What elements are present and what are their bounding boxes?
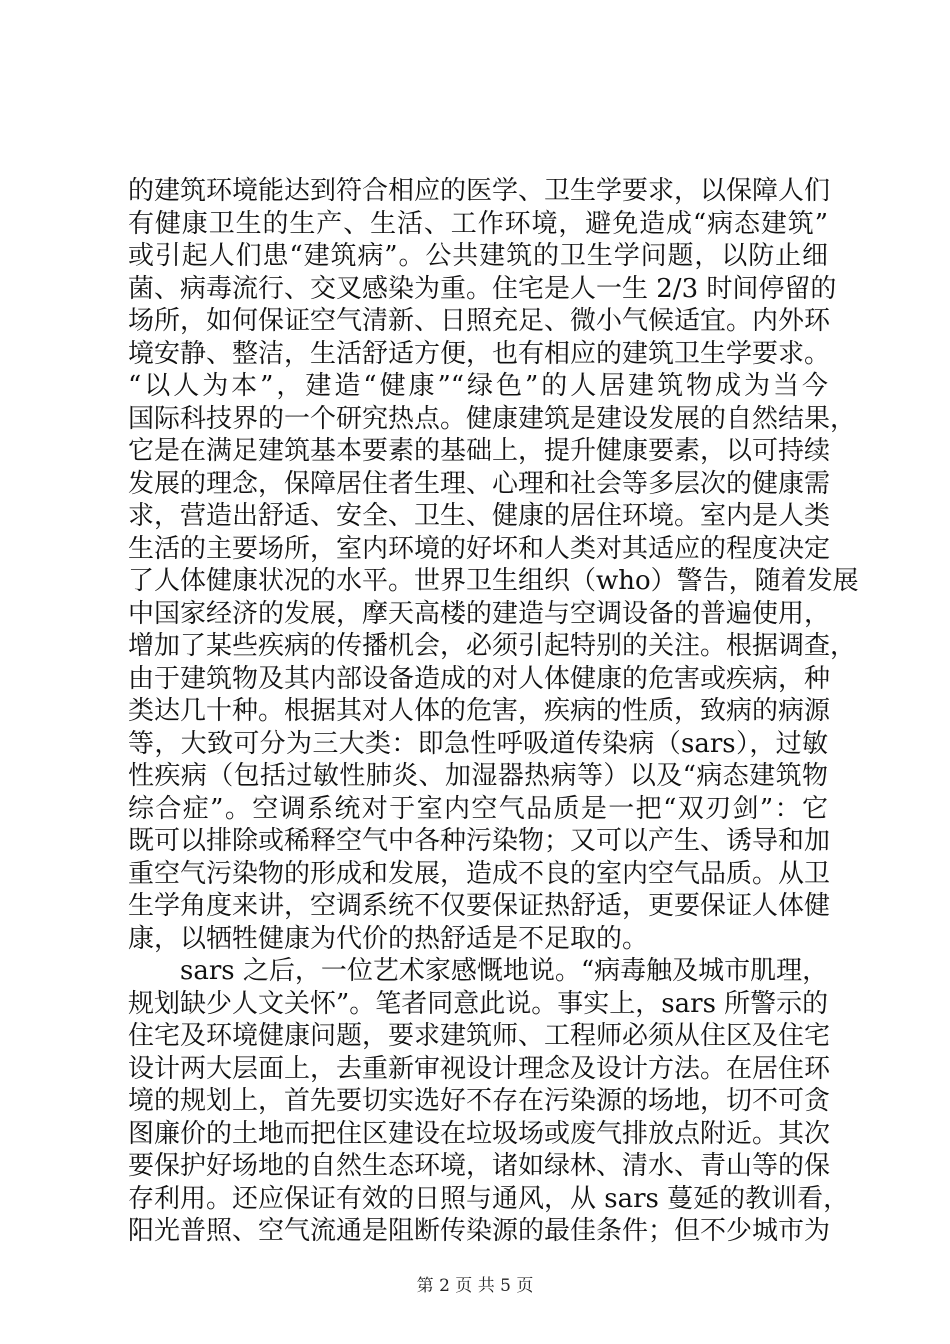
text-line: 场所，如何保证空气清新、日照充足、微小气候适宜。内外环 bbox=[128, 306, 831, 336]
text-line: 要保护好场地的自然生态环境，诸如绿林、清水、青山等的保 bbox=[128, 1151, 831, 1181]
text-line: 康，以牺牲健康为代价的热舒适是不足取的。 bbox=[128, 923, 649, 954]
text-line: 境的规划上，首先要切实选好不存在污染源的场地，切不可贪 bbox=[128, 1086, 831, 1116]
text-line: 菌、病毒流行、交叉感染为重。住宅是人一生 2/3 时间停留的 bbox=[128, 273, 837, 304]
text-line: 生学角度来讲，空调系统不仅要保证热舒适，更要保证人体健 bbox=[128, 891, 831, 921]
text-line: 它是在满足建筑基本要素的基础上，提升健康要素，以可持续 bbox=[128, 436, 831, 466]
text-line: 发展的理念，保障居住者生理、心理和社会等多层次的健康需 bbox=[128, 468, 831, 499]
text-line: 增加了某些疾病的传播机会，必须引起特别的关注。根据调查， bbox=[128, 631, 857, 661]
body-text bbox=[128, 175, 859, 1248]
text-line: 既可以排除或稀释空气中各种污染物；又可以产生、诱导和加 bbox=[128, 826, 831, 856]
text-line: 或引起人们患“建筑病”。公共建筑的卫生学问题，以防止细 bbox=[128, 241, 828, 271]
text-line: 重空气污染物的形成和发展，造成不良的室内空气品质。从卫 bbox=[128, 858, 831, 889]
text-line: 生活的主要场所，室内环境的好坏和人类对其适应的程度决定 bbox=[128, 533, 831, 564]
text-line: 了人体健康状况的水平。世界卫生组织（who）警告，随着发展 bbox=[128, 566, 859, 596]
text-line: 阳光普照、空气流通是阻断传染源的最佳条件；但不少城市为 bbox=[128, 1216, 831, 1246]
text-line: “以人为本”，建造“健康”“绿色”的人居建筑物成为当今 bbox=[128, 371, 828, 401]
text-line: 中国家经济的发展，摩天高楼的建造与空调设备的普遍使用， bbox=[128, 598, 831, 629]
text-line: sars 之后，一位艺术家感慨地说。“病毒触及城市肌理， bbox=[180, 956, 829, 986]
text-line: 性疾病（包括过敏性肺炎、加湿器热病等）以及“病态建筑物 bbox=[128, 761, 828, 791]
paragraph-1 bbox=[128, 175, 859, 955]
text-line: 的建筑环境能达到符合相应的医学、卫生学要求，以保障人们 bbox=[128, 176, 831, 206]
text-line: 规划缺少人文关怀”。笔者同意此说。事实上，sars 所警示的 bbox=[128, 988, 829, 1019]
text-line: 类达几十种。根据其对人体的危害，疾病的性质，致病的病源 bbox=[128, 696, 831, 726]
text-line: 综合症”。空调系统对于室内空气品质是一把“双刃剑”：它 bbox=[128, 793, 828, 824]
text-line: 等，大致可分为三大类：即急性呼吸道传染病（sars），过敏 bbox=[128, 728, 828, 759]
text-line: 图廉价的土地而把住区建设在垃圾场或废气排放点附近。其次 bbox=[128, 1118, 831, 1149]
text-line: 设计两大层面上，去重新审视设计理念及设计方法。在居住环 bbox=[128, 1053, 831, 1084]
text-line: 国际科技界的一个研究热点。健康建筑是建设发展的自然结果， bbox=[128, 403, 857, 434]
text-line: 求，营造出舒适、安全、卫生、健康的居住环境。室内是人类 bbox=[128, 501, 831, 531]
text-line: 由于建筑物及其内部设备造成的对人体健康的危害或疾病，种 bbox=[128, 663, 831, 694]
text-line: 有健康卫生的生产、生活、工作环境，避免造成“病态建筑” bbox=[128, 208, 828, 239]
page-number-footer: 第 2 页 共 5 页 bbox=[416, 1276, 534, 1296]
text-line: 存利用。还应保证有效的日照与通风，从 sars 蔓延的教训看， bbox=[128, 1183, 850, 1214]
text-line: 境安静、整洁，生活舒适方便，也有相应的建筑卫生学要求。 bbox=[128, 338, 831, 369]
paragraph-2 bbox=[128, 955, 850, 1248]
text-line: 住宅及环境健康问题，要求建筑师、工程师必须从住区及住宅 bbox=[128, 1021, 831, 1051]
